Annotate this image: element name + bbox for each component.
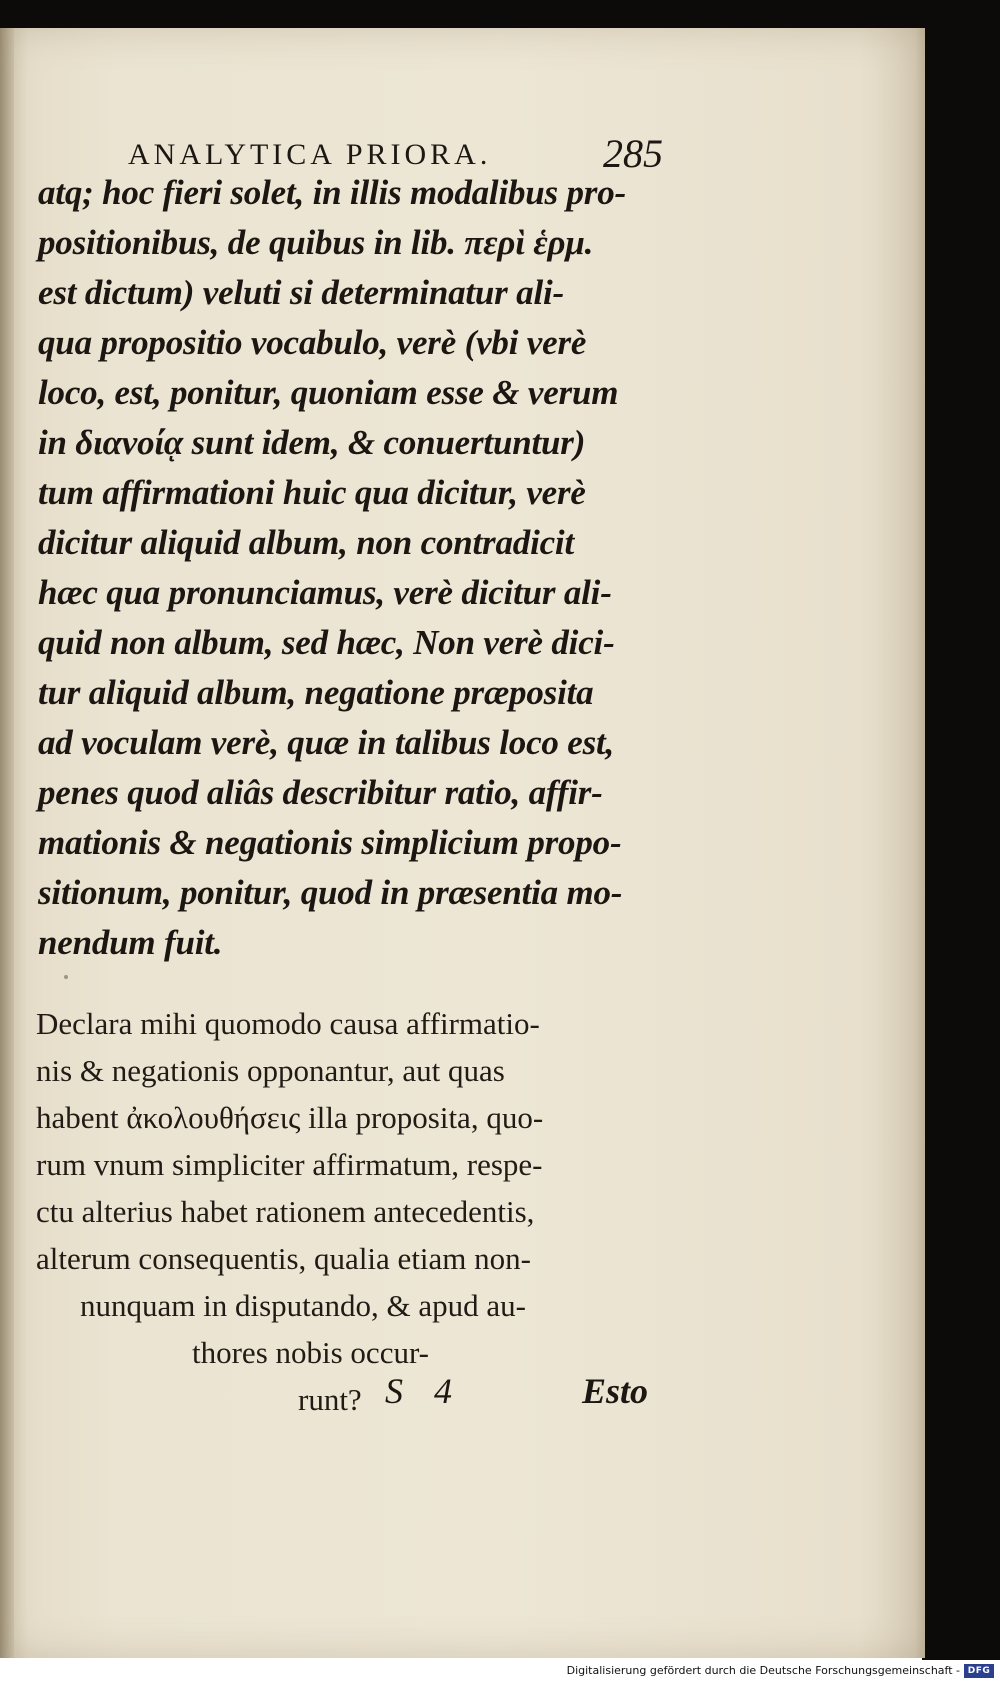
text-line: qua propositio vocabulo, verè (vbi verè	[38, 323, 587, 362]
text-line: quid non album, sed hæc, Non verè dici-	[38, 623, 615, 662]
text-line: dicitur aliquid album, non contradicit	[38, 523, 574, 562]
text-line: tum affirmationi huic qua dicitur, verè	[38, 473, 586, 512]
ink-speck	[64, 975, 68, 979]
text-line: atq; hoc fieri solet, in illis modalibus pro-	[38, 173, 626, 212]
running-head: ANALYTICA PRIORA.	[128, 138, 492, 171]
text-line: tur aliquid album, negatione præposita	[38, 673, 594, 712]
credit-bar	[0, 1660, 1000, 1685]
text-line: hæc qua pronunciamus, verè dicitur ali-	[38, 573, 612, 612]
text-line: rum vnum simpliciter affirmatum, respe-	[36, 1147, 543, 1182]
scan-background-right	[922, 0, 1000, 1660]
dfg-logo-icon: DFG	[964, 1664, 994, 1678]
signature-mark: S 4	[385, 1371, 452, 1411]
text-line: nis & negationis opponantur, aut quas	[36, 1053, 505, 1088]
credit-text: Digitalisierung gefördert durch die Deutsche Forschungsgemeinschaft -	[566, 1664, 960, 1677]
text-line: Declara mihi quomodo causa affirmatio-	[36, 1006, 540, 1041]
text-line: mationis & negationis simplicium propo-	[38, 823, 622, 862]
text-line: est dictum) veluti si determinatur ali-	[38, 273, 564, 312]
text-line: alterum consequentis, qualia etiam non-	[36, 1241, 531, 1276]
page-spine-edge	[0, 28, 14, 1658]
italic-paragraph	[38, 168, 678, 968]
text-line: in διανοίᾳ sunt idem, & conuertuntur)	[38, 423, 586, 462]
text-line: nendum fuit.	[38, 923, 223, 962]
text-line: runt?	[298, 1382, 362, 1417]
catchword: Esto	[582, 1371, 649, 1411]
text-line: thores nobis occur-	[192, 1335, 429, 1370]
text-line: ad voculam verè, quæ in talibus loco est,	[38, 723, 615, 762]
question-paragraph	[36, 1000, 676, 1423]
text-line: penes quod aliâs describitur ratio, affir-	[38, 773, 603, 812]
text-line: habent ἀκολουθήσεις illa proposita, quo-	[36, 1100, 544, 1135]
text-line: positionibus, de quibus in lib. περὶ ἑρμ.	[38, 223, 594, 262]
text-line: sitionum, ponitur, quod in præsentia mo-	[38, 873, 623, 912]
page-number: 285	[603, 131, 663, 176]
scan-background-top	[0, 0, 1000, 28]
text-line: ctu alterius habet rationem antecedentis,	[36, 1194, 535, 1229]
text-line: loco, est, ponitur, quoniam esse & verum	[38, 373, 619, 412]
text-line: nunquam in disputando, & apud au-	[80, 1288, 526, 1323]
